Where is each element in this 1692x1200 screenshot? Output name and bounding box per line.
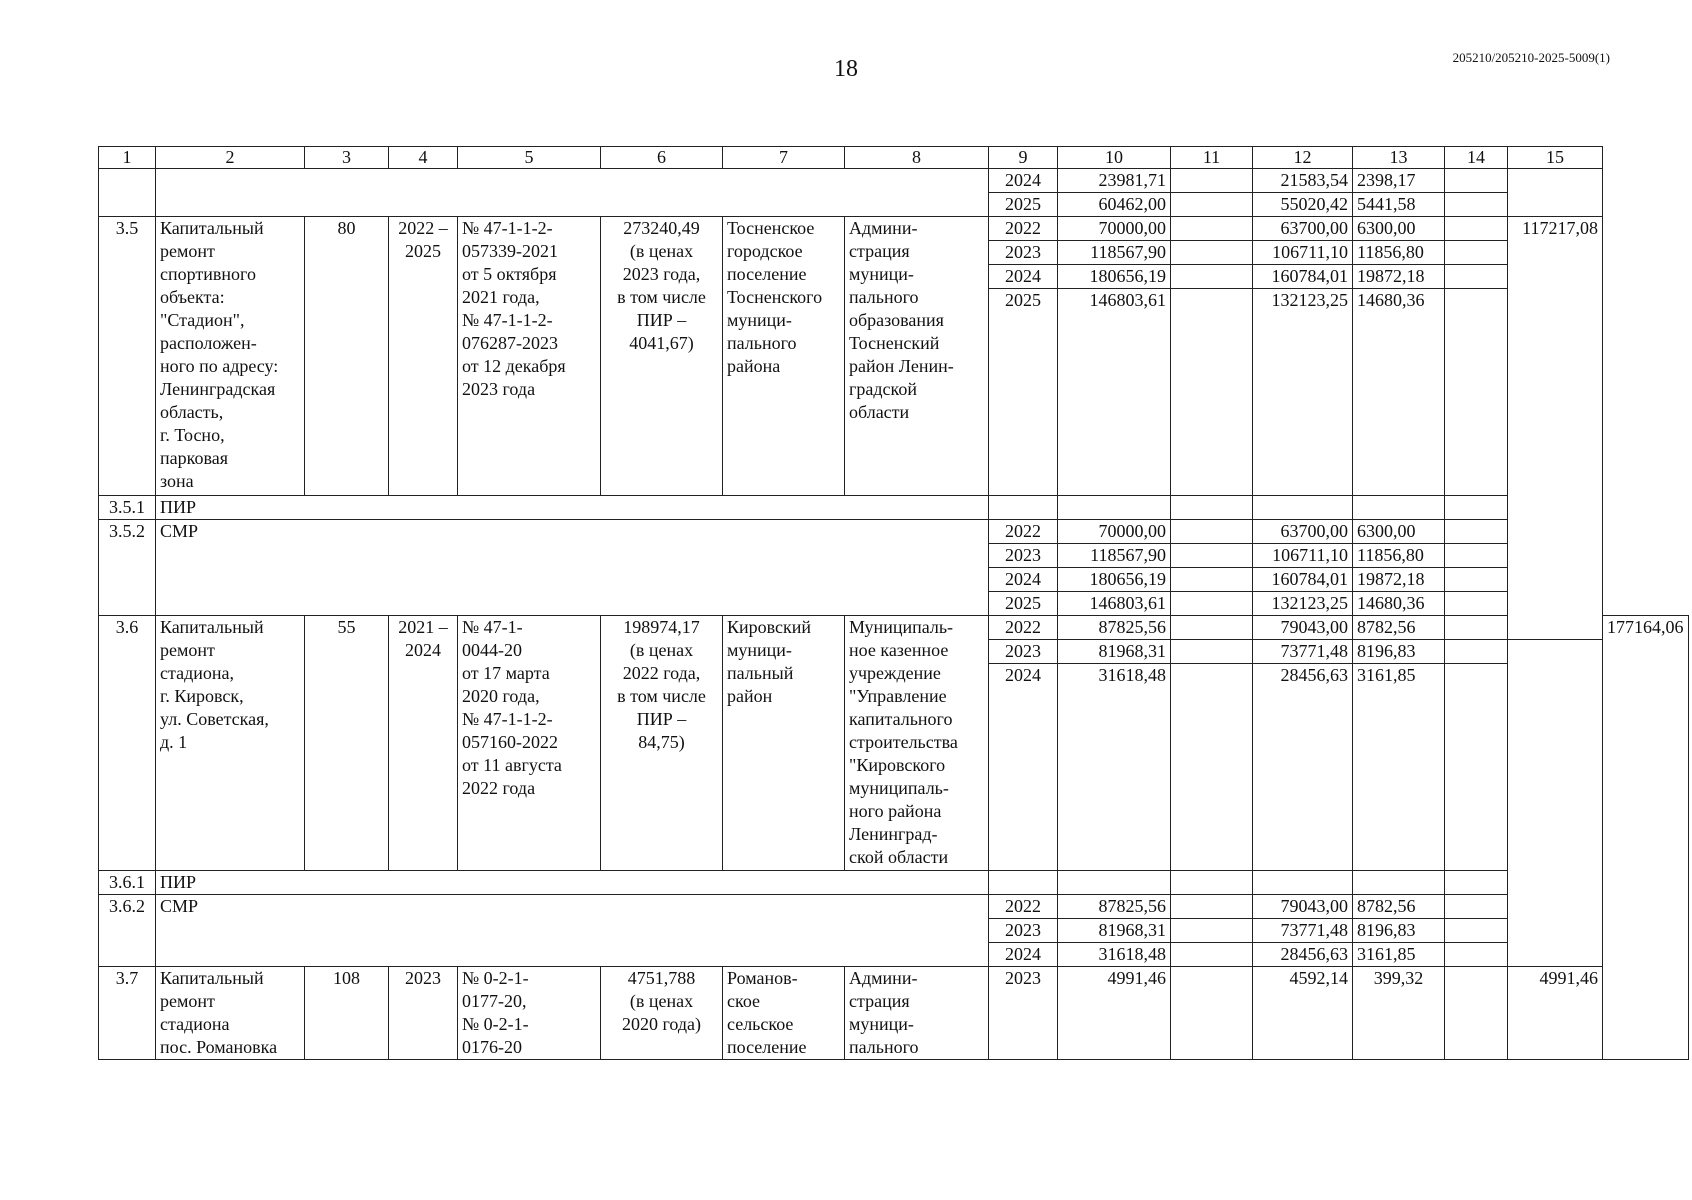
amount-cell: 160784,01 — [1253, 265, 1353, 289]
amount-cell: 60462,00 — [1058, 193, 1171, 217]
column-header: 11 — [1171, 147, 1253, 169]
item-name: ПИР — [156, 871, 989, 895]
municipality-cell: Кировский муници- пальный район — [723, 616, 845, 871]
table-row — [99, 895, 1689, 919]
amount-cell: 73771,48 — [1253, 640, 1353, 664]
amount-cell: 14680,36 — [1353, 289, 1445, 496]
year-cell: 2022 — [989, 616, 1058, 640]
amount-cell: 8782,56 — [1353, 616, 1445, 640]
amount-cell: 146803,61 — [1058, 289, 1171, 496]
page-number: 18 — [834, 56, 858, 82]
amount-cell: 4991,46 — [1058, 967, 1171, 1060]
year-cell: 2022 — [989, 520, 1058, 544]
column-header: 13 — [1353, 147, 1445, 169]
amount-cell: 87825,56 — [1058, 895, 1171, 919]
item-number: 3.6.2 — [99, 895, 156, 967]
amount-cell: 31618,48 — [1058, 664, 1171, 871]
period-cell: 2022 – 2025 — [389, 217, 458, 496]
column-header: 7 — [723, 147, 845, 169]
customer-cell: Админи- страция муници- пального — [845, 967, 989, 1060]
period-cell: 2023 — [389, 967, 458, 1060]
year-cell: 2025 — [989, 592, 1058, 616]
amount-cell: 70000,00 — [1058, 217, 1171, 241]
amount-cell: 5441,58 — [1353, 193, 1445, 217]
item-name: Капитальный ремонт стадиона пос. Романовка — [156, 967, 305, 1060]
amount-cell: 73771,48 — [1253, 919, 1353, 943]
amount-cell: 2398,17 — [1353, 169, 1445, 193]
amount-cell: 118567,90 — [1058, 241, 1171, 265]
municipality-cell: Романов- ское сельское поселение — [723, 967, 845, 1060]
year-cell: 2023 — [989, 919, 1058, 943]
column-header: 9 — [989, 147, 1058, 169]
table-row — [99, 520, 1689, 544]
amount-cell: 79043,00 — [1253, 616, 1353, 640]
year-cell: 2022 — [989, 895, 1058, 919]
amount-cell: 8782,56 — [1353, 895, 1445, 919]
amount-cell: 63700,00 — [1253, 217, 1353, 241]
amount-cell: 55020,42 — [1253, 193, 1353, 217]
year-cell: 2024 — [989, 169, 1058, 193]
amount-cell: 79043,00 — [1253, 895, 1353, 919]
expertise-cell: № 0-2-1- 0177-20, № 0-2-1- 0176-20 — [458, 967, 601, 1060]
amount-cell: 6300,00 — [1353, 520, 1445, 544]
column-header: 1 — [99, 147, 156, 169]
total-cell: 4991,46 — [1508, 967, 1603, 1060]
table-row — [99, 217, 1689, 241]
year-cell: 2025 — [989, 193, 1058, 217]
amount-cell: 28456,63 — [1253, 943, 1353, 967]
column-header: 3 — [305, 147, 389, 169]
amount-cell: 106711,10 — [1253, 241, 1353, 265]
amount-cell: 3161,85 — [1353, 664, 1445, 871]
amount-cell: 146803,61 — [1058, 592, 1171, 616]
capacity-cell: 55 — [305, 616, 389, 871]
amount-cell: 63700,00 — [1253, 520, 1353, 544]
total-cell: 177164,06 — [1603, 616, 1689, 1060]
column-header: 10 — [1058, 147, 1171, 169]
year-cell: 2024 — [989, 664, 1058, 871]
amount-cell: 21583,54 — [1253, 169, 1353, 193]
amount-cell: 23981,71 — [1058, 169, 1171, 193]
year-cell: 2024 — [989, 568, 1058, 592]
item-number: 3.7 — [99, 967, 156, 1060]
year-cell: 2025 — [989, 289, 1058, 496]
amount-cell: 118567,90 — [1058, 544, 1171, 568]
amount-cell: 19872,18 — [1353, 265, 1445, 289]
amount-cell: 180656,19 — [1058, 265, 1171, 289]
period-cell: 2021 – 2024 — [389, 616, 458, 871]
capacity-cell: 108 — [305, 967, 389, 1060]
amount-cell: 8196,83 — [1353, 919, 1445, 943]
amount-cell: 399,32 — [1353, 967, 1445, 1060]
amount-cell: 132123,25 — [1253, 289, 1353, 496]
customer-cell: Админи- страция муници- пального образования Тосненский район Ленин- градской области — [845, 217, 989, 496]
amount-cell: 19872,18 — [1353, 568, 1445, 592]
amount-cell: 11856,80 — [1353, 241, 1445, 265]
item-name: Капитальный ремонт стадиона, г. Кировск, ул. Советская, д. 1 — [156, 616, 305, 871]
amount-cell: 106711,10 — [1253, 544, 1353, 568]
year-cell: 2024 — [989, 943, 1058, 967]
year-cell: 2023 — [989, 241, 1058, 265]
item-name: СМР — [156, 520, 989, 616]
year-cell: 2023 — [989, 544, 1058, 568]
table-row — [99, 967, 1689, 1060]
amount-cell: 31618,48 — [1058, 943, 1171, 967]
table-header-row — [99, 147, 1689, 169]
expertise-cell: № 47-1-1-2- 057339-2021 от 5 октября 2021 года, № 47-1-1-2- 076287-2023 от 12 декабря 2023 года — [458, 217, 601, 496]
year-cell: 2023 — [989, 640, 1058, 664]
table-row — [99, 616, 1689, 640]
item-name: ПИР — [156, 496, 989, 520]
item-name: Капитальный ремонт спортивного объекта: "Стадион", расположен- ного по адресу: Ленинградская область, г. Тосно, парковая зона — [156, 217, 305, 496]
year-cell: 2023 — [989, 967, 1058, 1060]
amount-cell: 132123,25 — [1253, 592, 1353, 616]
item-number: 3.5.2 — [99, 520, 156, 616]
item-number: 3.5 — [99, 217, 156, 496]
estimate-cell: 273240,49 (в ценах 2023 года, в том числе ПИР – 4041,67) — [601, 217, 723, 496]
amount-cell: 14680,36 — [1353, 592, 1445, 616]
amount-cell: 3161,85 — [1353, 943, 1445, 967]
amount-cell: 8196,83 — [1353, 640, 1445, 664]
table-row — [99, 496, 1689, 520]
column-header: 5 — [458, 147, 601, 169]
column-header: 2 — [156, 147, 305, 169]
amount-cell: 6300,00 — [1353, 217, 1445, 241]
amount-cell: 160784,01 — [1253, 568, 1353, 592]
municipality-cell: Тосненское городское поселение Тосненского муници- пального района — [723, 217, 845, 496]
column-header: 4 — [389, 147, 458, 169]
column-header: 12 — [1253, 147, 1353, 169]
item-number: 3.5.1 — [99, 496, 156, 520]
amount-cell: 4592,14 — [1253, 967, 1353, 1060]
column-header: 14 — [1445, 147, 1508, 169]
amount-cell: 81968,31 — [1058, 919, 1171, 943]
estimate-cell: 4751,788 (в ценах 2020 года) — [601, 967, 723, 1060]
year-cell: 2024 — [989, 265, 1058, 289]
column-header: 8 — [845, 147, 989, 169]
financing-table — [98, 146, 1689, 1060]
table-row — [99, 169, 1689, 193]
capacity-cell: 80 — [305, 217, 389, 496]
amount-cell: 180656,19 — [1058, 568, 1171, 592]
column-header: 15 — [1508, 147, 1603, 169]
item-name: СМР — [156, 895, 989, 967]
customer-cell: Муниципаль- ное казенное учреждение "Управление капитального строительства "Кировского муниципаль- ного района Ленинград- ской области — [845, 616, 989, 871]
estimate-cell: 198974,17 (в ценах 2022 года, в том числе ПИР – 84,75) — [601, 616, 723, 871]
column-header: 6 — [601, 147, 723, 169]
amount-cell: 87825,56 — [1058, 616, 1171, 640]
document-code: 205210/205210-2025-5009(1) — [1452, 50, 1610, 65]
item-number: 3.6.1 — [99, 871, 156, 895]
amount-cell: 11856,80 — [1353, 544, 1445, 568]
item-number: 3.6 — [99, 616, 156, 871]
total-cell: 117217,08 — [1508, 217, 1603, 640]
table-row — [99, 871, 1689, 895]
expertise-cell: № 47-1- 0044-20 от 17 марта 2020 года, № 47-1-1-2- 057160-2022 от 11 августа 2022 года — [458, 616, 601, 871]
amount-cell: 81968,31 — [1058, 640, 1171, 664]
amount-cell: 28456,63 — [1253, 664, 1353, 871]
year-cell: 2022 — [989, 217, 1058, 241]
amount-cell: 70000,00 — [1058, 520, 1171, 544]
